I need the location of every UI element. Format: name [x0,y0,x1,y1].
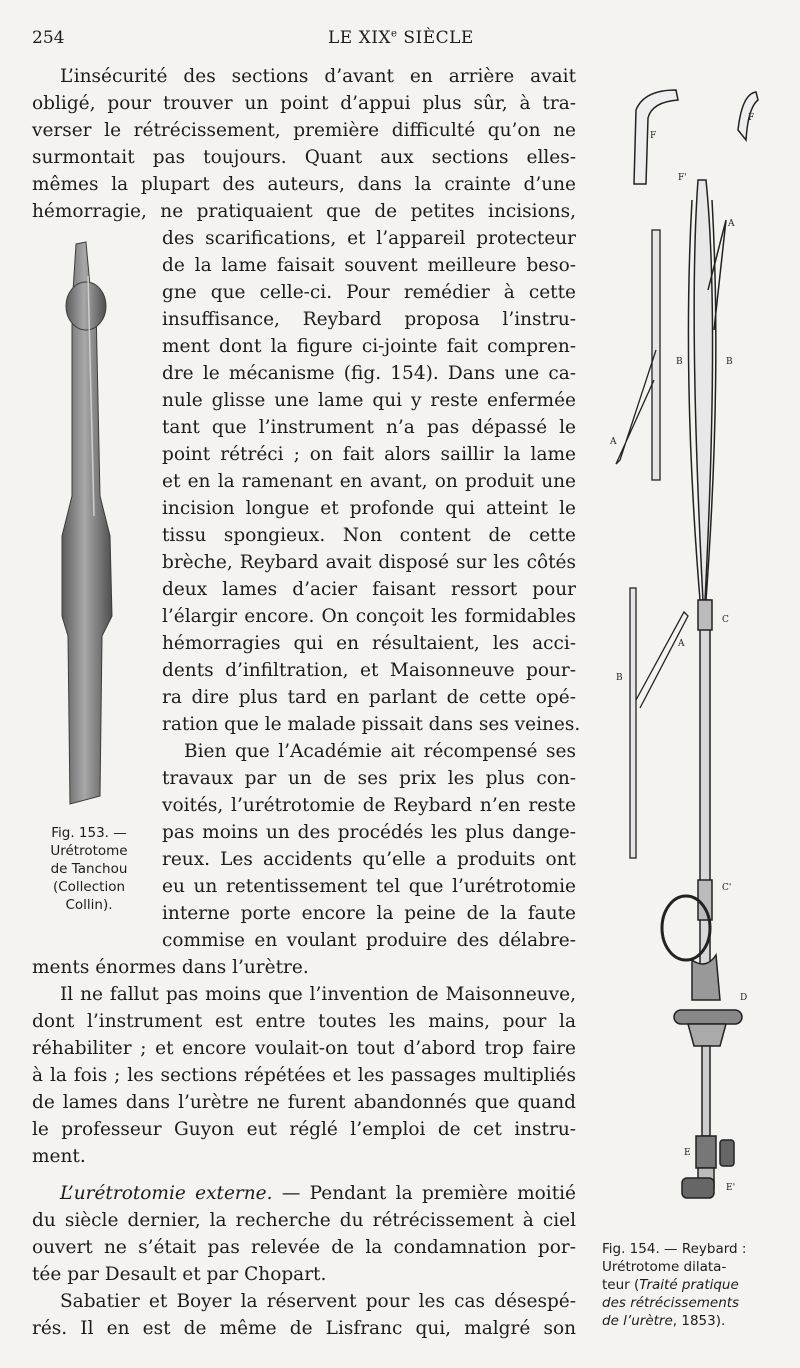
body-line: hémorragies qui en résultaient, les acci- [162,633,576,654]
main-instrument [662,180,742,1198]
fig153-caption-line: (Collection [52,879,126,895]
body-line: dont l’instrument est entre toutes les mains, pour la [32,1011,576,1032]
fig153-caption [28,824,150,914]
section-heading-rest: — Pendant la première moitié [272,1183,576,1204]
fig154-caption-italic: des rétrécissements [602,1295,740,1311]
body-line: ration que le malade pissait dans ses veines. [162,714,581,735]
body-line: Bien que l’Académie ait récompensé ses [184,741,576,762]
fig154-caption [602,1240,792,1330]
running-title-sup: e [391,28,398,40]
fig154-caption-italic: de l’urètre [602,1313,673,1329]
section-first-line [60,1180,576,1207]
body-line: dre le mécanisme (fig. 154). Dans une ca- [162,363,576,384]
body-line: du siècle dernier, la recherche du rétrécissement à ciel [32,1210,576,1231]
body-line: voités, l’urétrotomie de Reybard n’en reste [162,795,576,816]
body-line: réhabiliter ; et encore voulait-on tout d’abord trop faire [32,1038,576,1059]
fig154-reybard-urethrotome-illustration [596,80,796,1230]
running-title [328,28,474,48]
body-line: tée par Desault et par Chopart. [32,1264,327,1285]
fig154-caption-line [602,1294,792,1312]
body-line: ra dire plus tard en parlant de cette opé- [162,687,576,708]
fig153-urethrotome-illustration [40,236,140,808]
body-line: ment dont la figure ci-jointe fait compren- [162,336,576,357]
secondary-parts [616,230,688,858]
body-line: dents d’infiltration, et Maisonneuve pour- [162,660,576,681]
body-line: Sabatier et Boyer la réservent pour les cas désespé- [60,1291,576,1312]
body-line: à la fois ; les sections répétées et les passages multipliés [32,1065,576,1086]
body-line: brèche, Reybard avait disposé sur les côtés [162,552,576,573]
fig154-caption-part: teur ( [602,1277,640,1293]
body-line: ment. [32,1146,86,1167]
body-line: interne porte encore la peine de la faute [162,903,576,924]
body-line: gne que celle-ci. Pour remédier à cette [162,282,576,303]
fig153-caption-line: Fig. 153. — [51,825,127,841]
fig154-caption-line [602,1312,792,1330]
fig154-caption-line: Fig. 154. — Reybard : [602,1241,747,1257]
body-line: surmontait pas toujours. Quant aux sections elles- [32,147,576,168]
running-title-main: LE XIX [328,28,392,48]
fig154-label: A [610,437,617,447]
body-line: Il ne fallut pas moins que l’invention de Maisonneuve, [60,984,576,1005]
body-line: L’insécurité des sections d’avant en arrière avait [60,66,576,87]
body-line: tant que l’instrument n’a pas dépassé le [162,417,576,438]
fig154-label: C' [722,883,732,893]
fig154-caption-line [602,1276,792,1294]
fig154-label: F [748,113,755,123]
body-line: rés. Il en est de même de Lisfranc qui, malgré son [32,1318,576,1339]
fig154-label: E' [726,1183,736,1193]
body-line: de lames dans l’urètre ne furent abandonnés que quand [32,1092,576,1113]
fig153-caption-line: Urétrotome [50,843,128,859]
fig154-label: A [728,219,735,229]
body-line: des scarifications, et l’appareil protecteur [162,228,576,249]
body-line: obligé, pour trouver un point d’appui plus sûr, à tra- [32,93,576,114]
body-line: verser le rétrécissement, première difficulté qu’on ne [32,120,576,141]
fig154-label: D [740,993,748,1003]
fig154-caption-part: , 1853). [672,1313,726,1329]
body-line: de la lame faisait souvent meilleure beso- [162,255,576,276]
fig154-label: B [676,357,683,367]
body-line: eu un retentissement tel que l’urétrotomie [162,876,576,897]
body-line: point rétréci ; on fait alors saillir la lame [162,444,576,465]
body-line: l’élargir encore. On conçoit les formidables [162,606,576,627]
fig153-caption-line: Collin). [65,897,113,913]
body-line: travaux par un de ses prix les plus con- [162,768,576,789]
fig154-caption-italic: Traité pratique [639,1277,739,1293]
running-title-end: SIÈCLE [397,28,474,48]
body-line: hémorragie, ne pratiquaient que de petites incisions, [32,201,576,222]
body-line: insuffisance, Reybard proposa l’instru- [162,309,576,330]
body-line: mêmes la plupart des auteurs, dans la crainte d’une [32,174,576,195]
fig154-caption-line: Urétrotome dilata- [602,1259,727,1275]
fig154-label: F' [678,173,687,183]
body-line: ouvert ne s’était pas relevée de la condamnation por- [32,1237,576,1258]
body-line: deux lames d’acier faisant ressort pour [162,579,576,600]
body-line: commise en voulant produire des délabre- [162,930,576,951]
fig154-label: E [684,1148,691,1158]
fig154-label: B [726,357,733,367]
body-line: pas moins un des procédés les plus dange- [162,822,576,843]
body-line: incision longue et profonde qui atteint le [162,498,576,519]
page-number: 254 [32,28,65,48]
body-line: le professeur Guyon eut réglé l’emploi de cet instru- [32,1119,576,1140]
body-line: nule glisse une lame qui y reste enfermée [162,390,576,411]
section-heading: L’urétrotomie externe. [60,1183,273,1204]
fig154-label: F [650,131,657,141]
fig154-label: B [616,673,623,683]
body-line: ments énormes dans l’urètre. [32,957,309,978]
body-line: tissu spongieux. Non content de cette [162,525,576,546]
fig154-label: C [722,615,729,625]
body-line: reux. Les accidents qu’elle a produits ont [162,849,576,870]
fig153-caption-line: de Tanchou [50,861,128,877]
fig154-label: A [678,639,685,649]
body-line: et en la ramenant en avant, on produit une [162,471,576,492]
